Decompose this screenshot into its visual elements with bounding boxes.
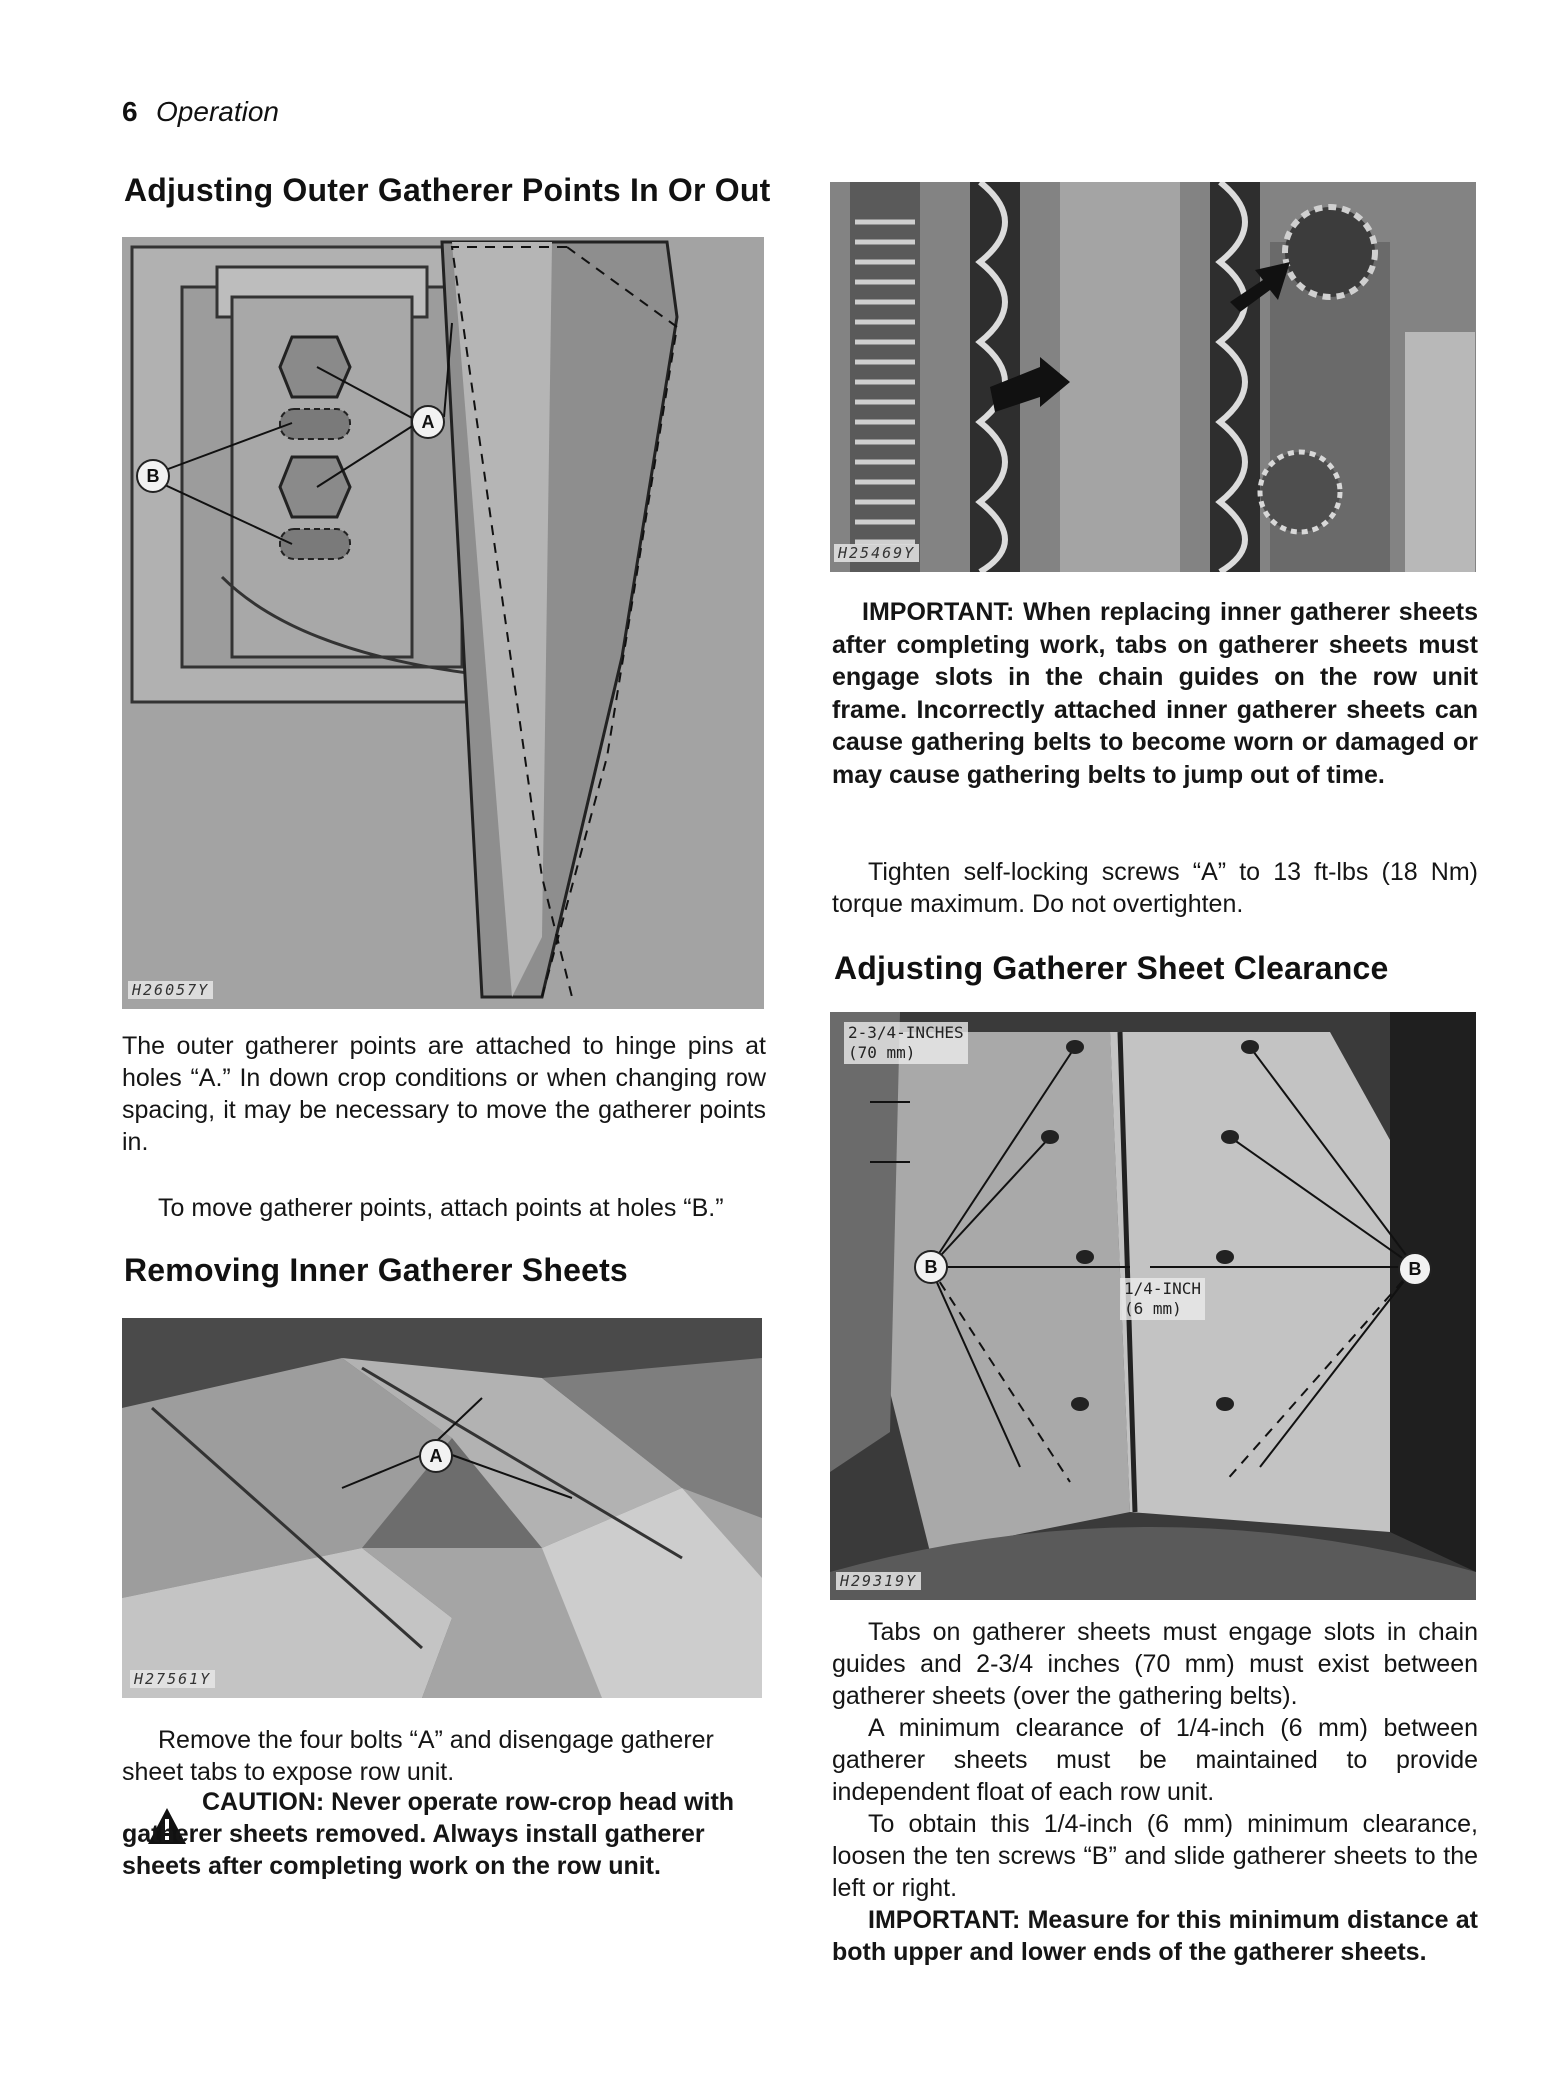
callout-a: A [419,1439,453,1473]
section-name: Operation [156,96,279,127]
figure-code: H26057Y [128,981,213,999]
page-number: 6 [122,96,138,127]
paragraph-obtain-clearance: To obtain this 1/4-inch (6 mm) minimum clearance, loosen the ten screws “B” and slide gatherer sheets to the left or right. [832,1810,1478,1902]
heading-sheet-clearance: Adjusting Gatherer Sheet Clearance [834,950,1389,986]
important-tabs-block [832,596,1478,791]
dimension-value: 2-3/4-INCHES [848,1023,964,1042]
figure-code: H27561Y [130,1670,215,1688]
figure-chain-guides [830,182,1476,572]
figure-outer-gatherer-point [122,237,764,1009]
important-text: When replacing inner gatherer sheets after completing work, tabs on gatherer sheets must engage slots in the chain guides on the row unit frame. Incorrectly attached inner gatherer sheets can cause gathering belts to become worn or damaged or may cause gathering belts to jump out of time. [832,598,1478,789]
paragraph-min-clearance: A minimum clearance of 1/4-inch (6 mm) between gatherer sheets must be maintained to provide independent float of each row unit. [832,1714,1478,1806]
paragraph-remove-bolts: Remove the four bolts “A” and disengage gatherer sheet tabs to expose row unit. [122,1726,714,1786]
important-measure-block [832,1904,1478,1968]
dimension-value: 1/4-INCH [1124,1279,1202,1298]
dimension-metric: (70 mm) [848,1043,916,1062]
important-label: IMPORTANT: [868,1906,1021,1934]
callout-b-right: B [1398,1252,1432,1286]
important-label: IMPORTANT: [862,598,1015,626]
paragraph-outer-gatherer: The outer gatherer points are attached to hinge pins at holes “A.” In down crop conditions or when changing row spacing, it may be necessary to move the gatherer points in. [122,1032,766,1156]
paragraph-tighten-screws: Tighten self-locking screws “A” to 13 ft-lbs (18 Nm) torque maximum. Do not overtighten. [832,858,1478,918]
dimension-metric: (6 mm) [1124,1299,1182,1318]
dimension-label-6mm [1120,1278,1205,1320]
caution-label: CAUTION: [202,1788,325,1816]
figure-code: H25469Y [834,544,919,562]
paragraph-move-points: To move gatherer points, attach points at holes “B.” [158,1194,724,1222]
caution-text: Never operate row-crop head with gatherer sheets removed. Always install gatherer sheets after completing work on the row unit. [122,1788,735,1880]
figure-inner-gatherer-sheets [122,1318,762,1698]
callout-b-left: B [914,1250,948,1284]
figure-sheet-clearance [830,1012,1476,1600]
heading-outer-gatherer-points: Adjusting Outer Gatherer Points In Or Out [124,172,771,208]
caution-block [122,1786,766,1882]
page-header [122,96,279,128]
callout-b: B [136,459,170,493]
important-text: Measure for this minimum distance at both upper and lower ends of the gatherer sheets. [832,1906,1479,1966]
heading-removing-inner-sheets: Removing Inner Gatherer Sheets [124,1252,628,1288]
figure-code: H29319Y [836,1572,921,1590]
callout-a: A [411,405,445,439]
dimension-label-70mm [844,1022,968,1064]
paragraph-tabs-engage: Tabs on gatherer sheets must engage slots in chain guides and 2-3/4 inches (70 mm) must exist between gatherer sheets (over the gathering belts). [832,1618,1478,1710]
